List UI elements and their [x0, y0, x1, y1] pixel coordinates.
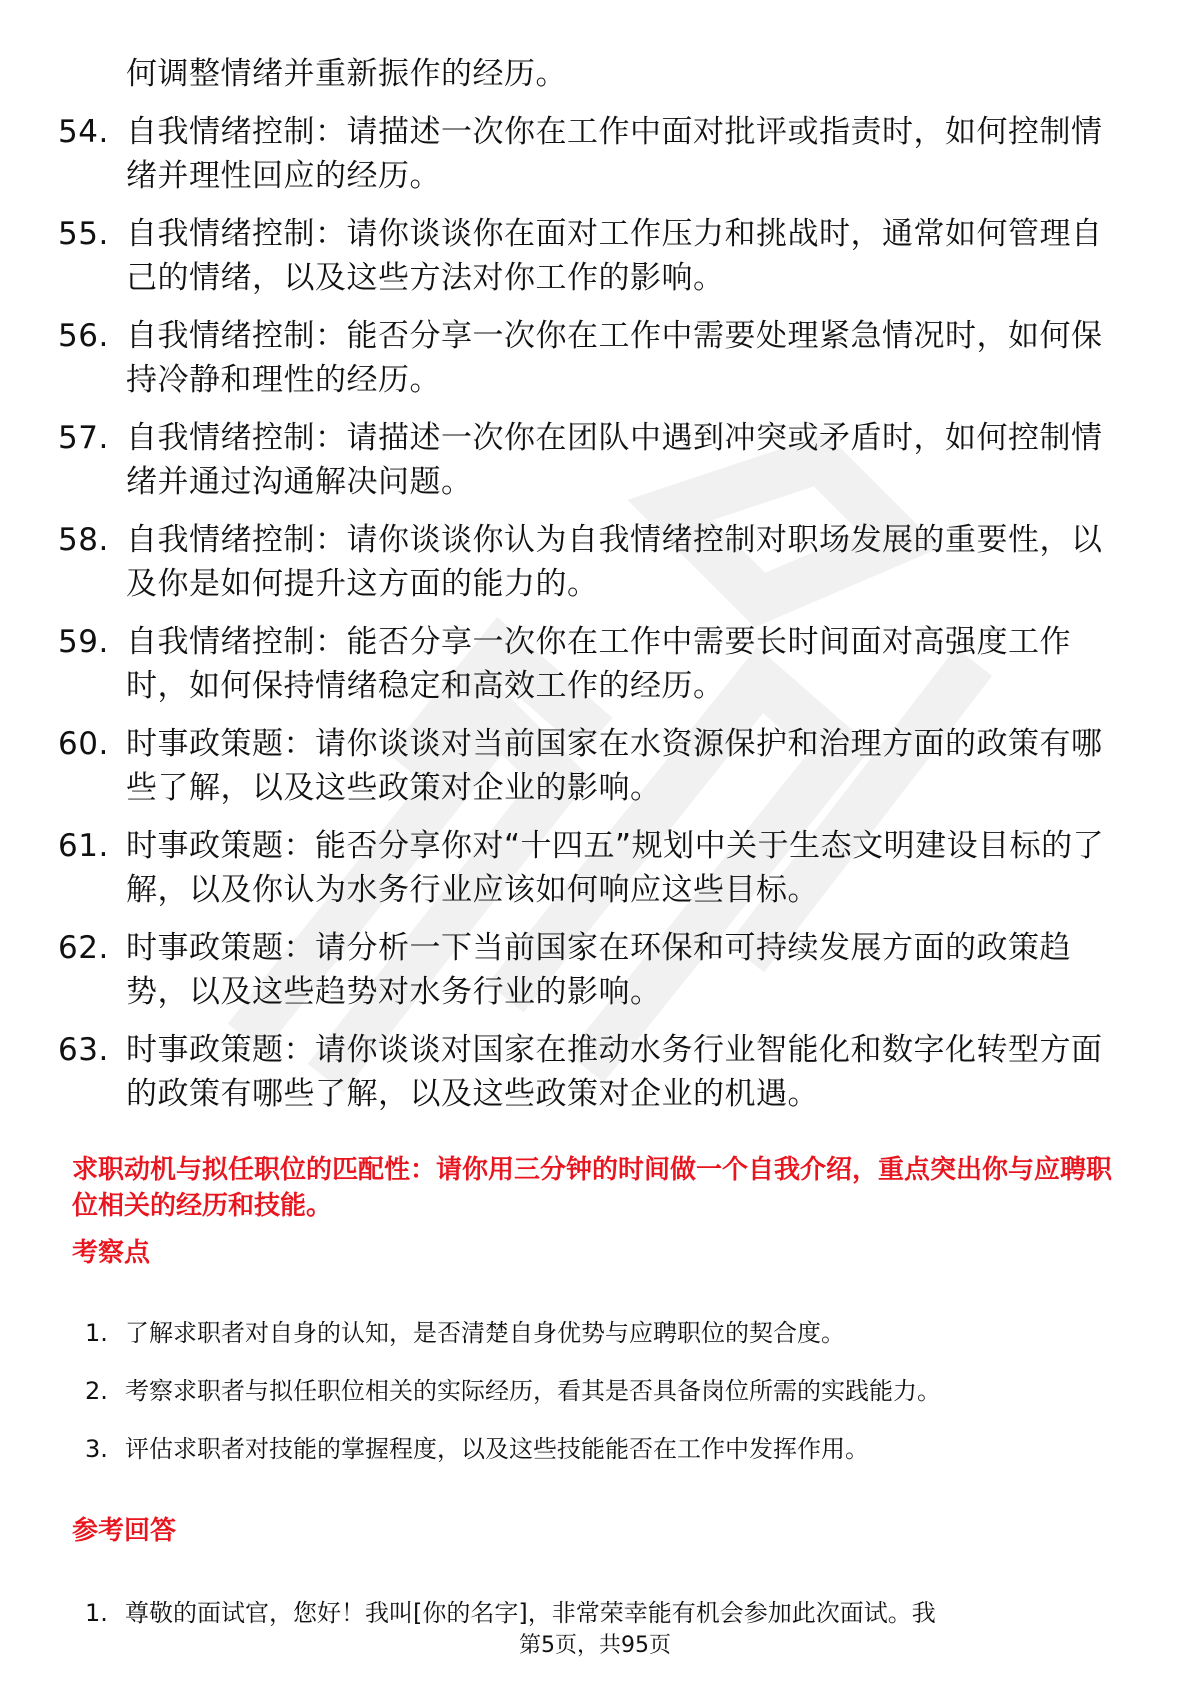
- point-number: 1.: [85, 1319, 108, 1347]
- question-text: 时事政策题：请分析一下当前国家在环保和可持续发展方面的政策趋势，以及这些趋势对水务行业的影响。: [126, 930, 1071, 1010]
- question-item: [58, 824, 1128, 912]
- question-number: 63.: [58, 1032, 109, 1068]
- question-number: 61.: [58, 828, 109, 864]
- question-text: 时事政策题：能否分享你对“十四五”规划中关于生态文明建设目标的了解，以及你认为水务行业应该如何响应这些目标。: [126, 828, 1105, 908]
- question-item: [58, 416, 1128, 504]
- point-item: [85, 1374, 1125, 1408]
- question-item: [58, 314, 1128, 402]
- answer-item: [85, 1596, 1125, 1630]
- points-list: [85, 1316, 1125, 1490]
- answer-text: 尊敬的面试官，您好！我叫[你的名字]，非常荣幸能有机会参加此次面试。我: [125, 1599, 936, 1627]
- point-text: 考察求职者与拟任职位相关的实际经历，看其是否具备岗位所需的实践能力。: [125, 1377, 941, 1405]
- question-number: 56.: [58, 318, 109, 354]
- question-number: 57.: [58, 420, 109, 456]
- question-continuation: 何调整情绪并重新振作的经历。: [126, 56, 567, 92]
- question-number: 59.: [58, 624, 109, 660]
- point-number: 3.: [85, 1435, 108, 1463]
- question-number: 62.: [58, 930, 109, 966]
- question-text: 自我情绪控制：请描述一次你在团队中遇到冲突或矛盾时，如何控制情绪并通过沟通解决问题。: [126, 420, 1103, 500]
- point-text: 了解求职者对自身的认知，是否清楚自身优势与应聘职位的契合度。: [125, 1319, 845, 1347]
- question-item: [58, 110, 1128, 198]
- question-text: 时事政策题：请你谈谈对国家在推动水务行业智能化和数字化转型方面的政策有哪些了解，以及这些政策对企业的机遇。: [126, 1032, 1103, 1112]
- question-number: 60.: [58, 726, 109, 762]
- question-number: 54.: [58, 114, 109, 150]
- question-text: 时事政策题：请你谈谈对当前国家在水资源保护和治理方面的政策有哪些了解，以及这些政策对企业的影响。: [126, 726, 1103, 806]
- answer-heading: 参考回答: [72, 1516, 177, 1546]
- question-text: 自我情绪控制：请你谈谈你认为自我情绪控制对职场发展的重要性，以及你是如何提升这方面的能力的。: [126, 522, 1103, 602]
- question-item: [58, 518, 1128, 606]
- section-question: 求职动机与拟任职位的匹配性：请你用三分钟的时间做一个自我介绍，重点突出你与应聘职位相关的经历和技能。: [72, 1155, 1113, 1221]
- question-text: 自我情绪控制：能否分享一次你在工作中需要处理紧急情况时，如何保持冷静和理性的经历。: [126, 318, 1103, 398]
- question-number: 58.: [58, 522, 109, 558]
- question-item: [58, 926, 1128, 1014]
- question-text: 自我情绪控制：能否分享一次你在工作中需要长时间面对高强度工作时，如何保持情绪稳定和高效工作的经历。: [126, 624, 1071, 704]
- question-text: 自我情绪控制：请描述一次你在工作中面对批评或指责时，如何控制情绪并理性回应的经历。: [126, 114, 1103, 194]
- page-footer: 第5页，共95页: [519, 1633, 671, 1658]
- question-text: 自我情绪控制：请你谈谈你在面对工作压力和挑战时，通常如何管理自己的情绪，以及这些方法对你工作的影响。: [126, 216, 1103, 296]
- question-item: [58, 620, 1128, 708]
- question-item: [58, 212, 1128, 300]
- point-item: [85, 1316, 1125, 1350]
- points-heading: 考察点: [72, 1238, 151, 1268]
- question-item: [58, 1028, 1128, 1116]
- point-text: 评估求职者对技能的掌握程度，以及这些技能能否在工作中发挥作用。: [125, 1435, 869, 1463]
- question-item: [58, 722, 1128, 810]
- answer-number: 1.: [85, 1599, 108, 1627]
- question-list: [58, 52, 1128, 1130]
- question-number: 55.: [58, 216, 109, 252]
- point-item: [85, 1432, 1125, 1466]
- point-number: 2.: [85, 1377, 108, 1405]
